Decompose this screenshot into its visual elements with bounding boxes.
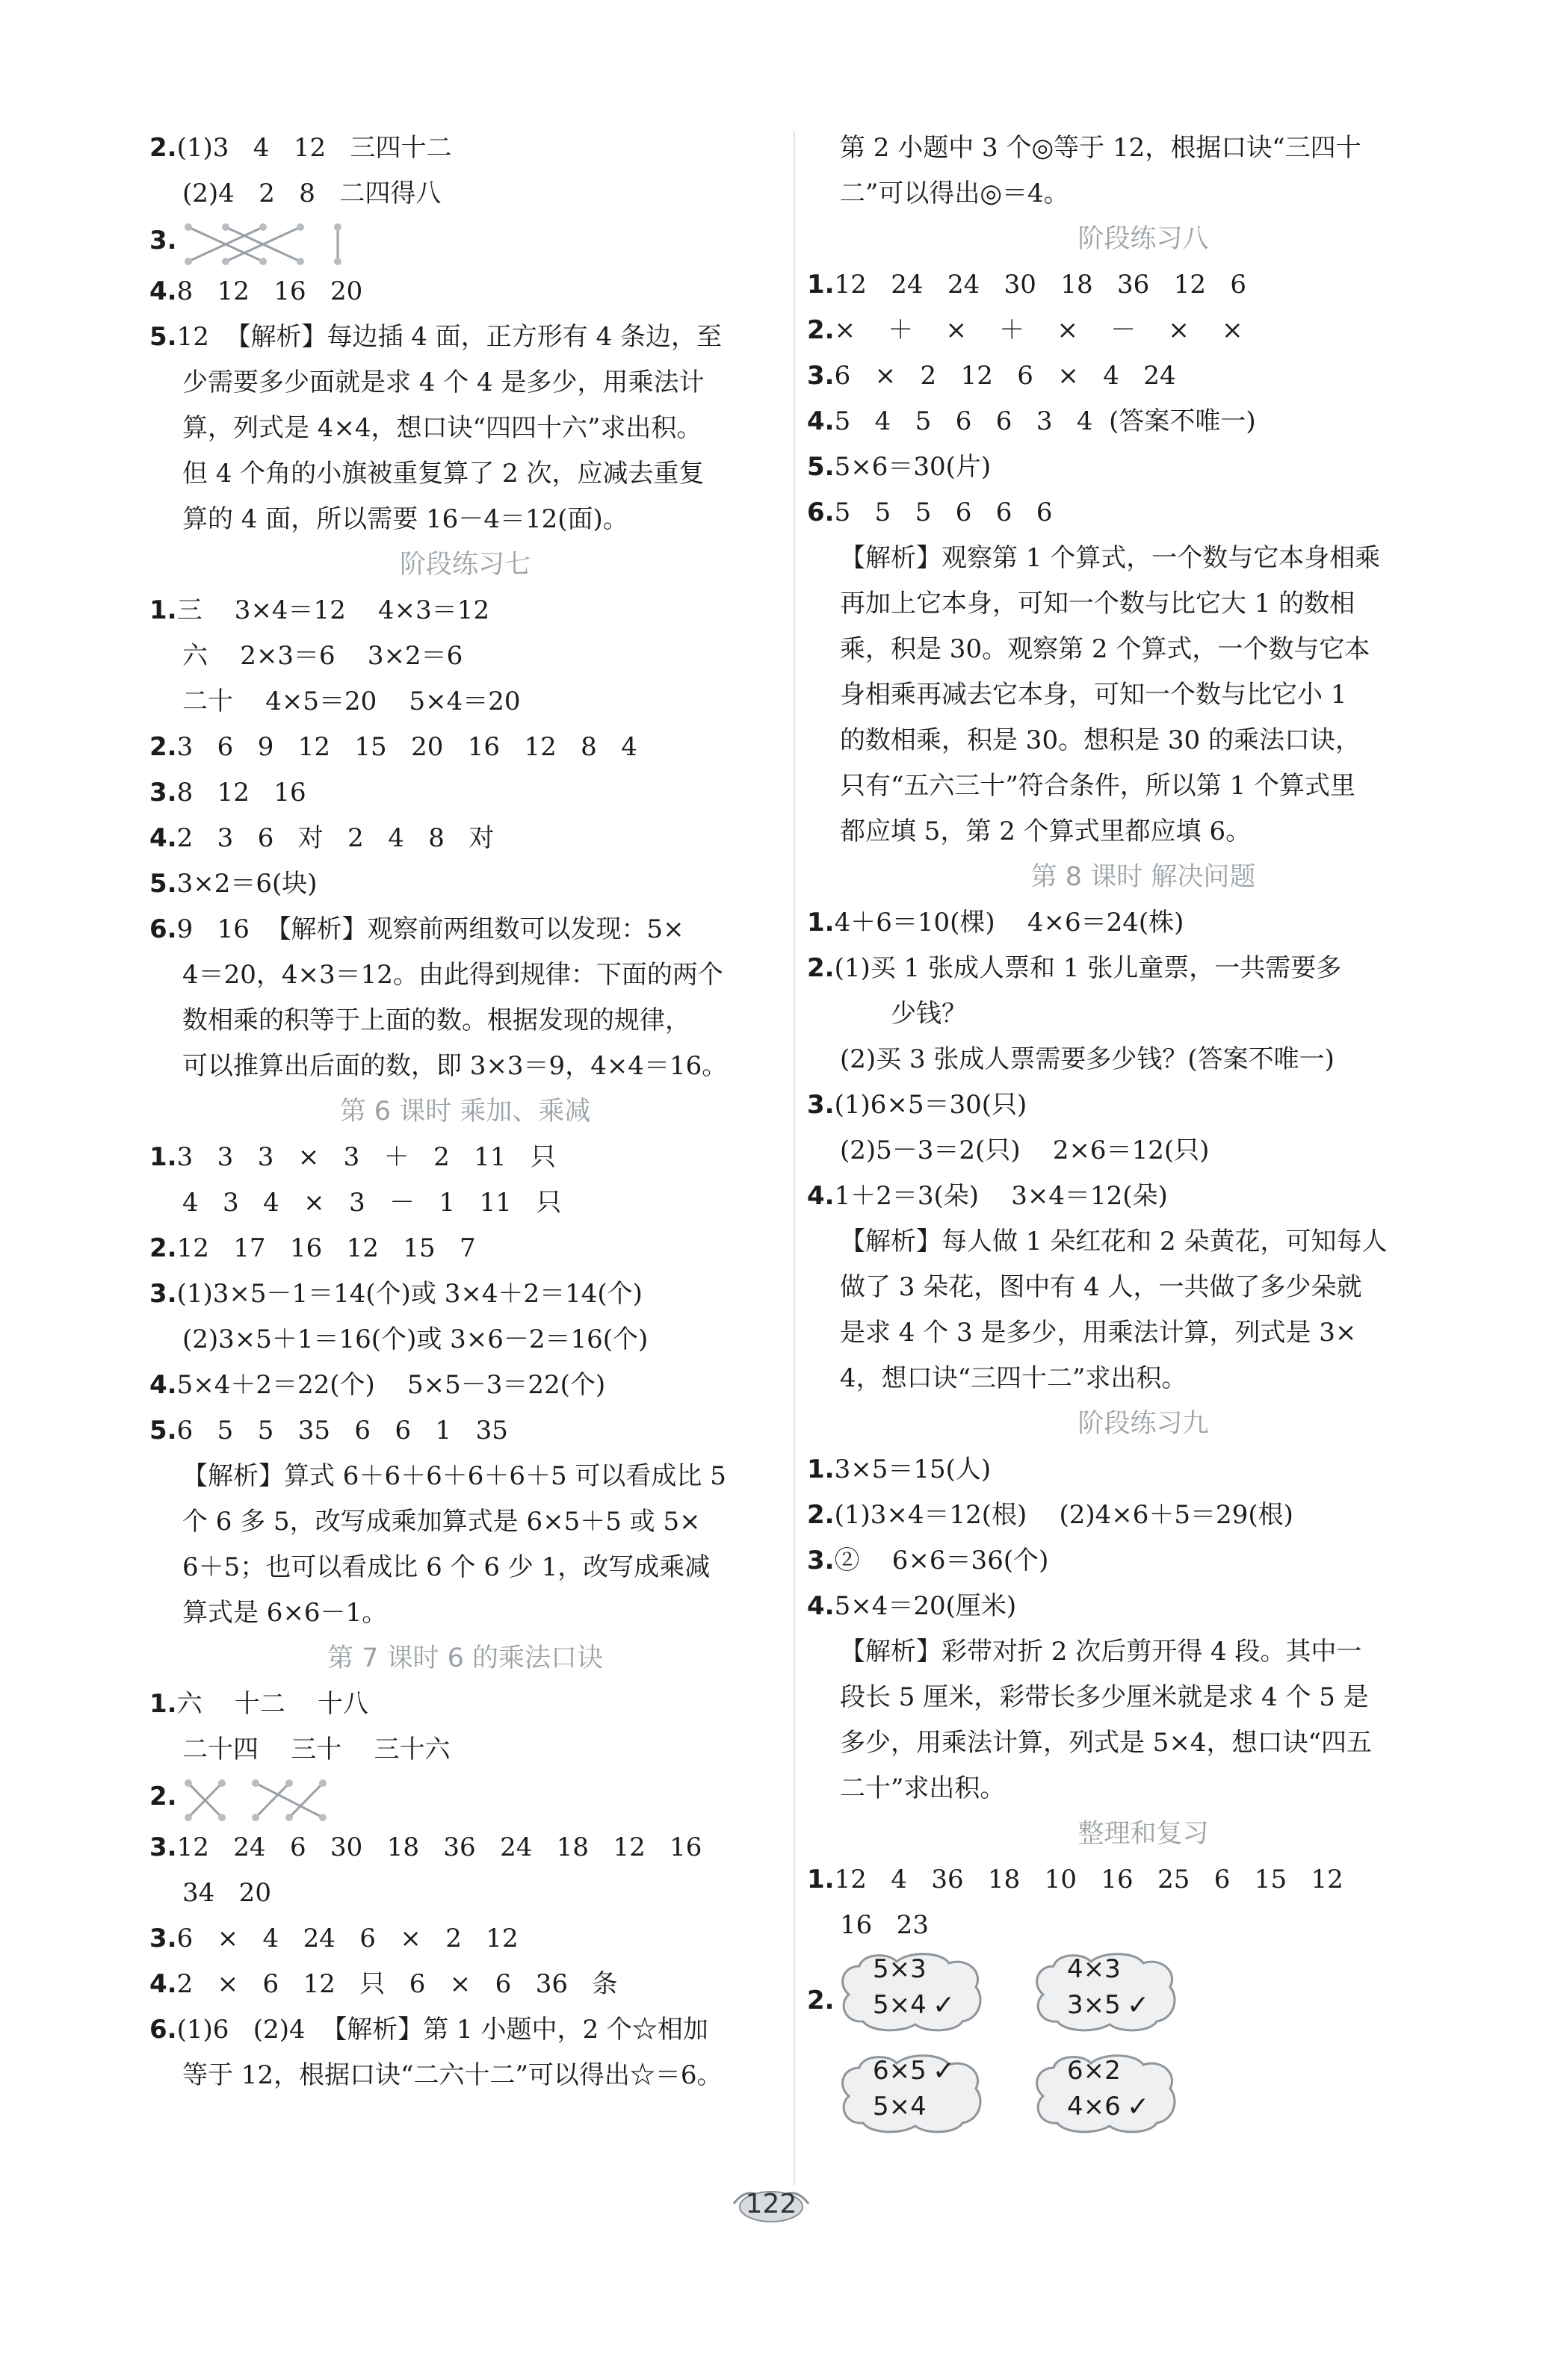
question-number: 3. [807, 361, 835, 391]
section-heading: 第 6 课时 乘加、乘减 [339, 1097, 591, 1127]
answer-text: ② 6×6＝36(个) [834, 1546, 1049, 1575]
answer-line [807, 1903, 1479, 1948]
answer-text: 5×4＋2＝22(个) 5×5－3＝22(个) [176, 1370, 606, 1400]
answer-text: 只有“五六三十”符合条件，所以第 1 个算式里 [840, 771, 1356, 801]
cloud-expression-bottom: 4×6 [1067, 2092, 1121, 2122]
matching-figure [149, 1773, 781, 1825]
left-column [149, 125, 781, 2098]
answer-line [149, 1454, 781, 1499]
check-mark-icon: ✓ [1127, 2092, 1150, 2122]
check-mark-icon: ✓ [933, 1990, 956, 2021]
answer-line [149, 1545, 781, 1590]
answer-text: 六 2×3＝6 3×2＝6 [182, 641, 463, 671]
question-number: 3. [149, 226, 177, 255]
answer-line [807, 262, 1479, 308]
answer-text: 都应填 5，第 2 个算式里都应填 6。 [840, 816, 1252, 846]
answer-text: 12 4 36 18 10 16 25 6 15 12 [834, 1865, 1343, 1894]
answer-text: (1)6 (2)4 【解析】第 1 小题中，2 个☆相加 [176, 2015, 708, 2045]
answer-text: (1)3×4＝12(根) (2)4×6＋5＝29(根) [834, 1500, 1293, 1530]
answer-line [149, 1727, 781, 1773]
section-heading: 阶段练习七 [399, 550, 531, 580]
answer-line [149, 1682, 781, 1727]
column-divider [794, 131, 795, 2185]
answer-text: 个 6 多 5，改写成乘加算式是 6×5＋5 或 5× [182, 1507, 701, 1537]
answer-text: 是求 4 个 3 是多少，用乘法计算，列式是 3× [840, 1318, 1357, 1348]
answer-line [149, 1317, 781, 1363]
answer-text: 数相乘的积等于上面的数。根据发现的规律， [182, 1005, 690, 1035]
question-number: 4. [149, 1370, 177, 1400]
answer-line [807, 718, 1479, 763]
matching-dot [185, 1814, 192, 1821]
answer-line [807, 809, 1479, 855]
question-number: 1. [149, 595, 177, 625]
answer-line [807, 490, 1479, 536]
answer-text: 二十”求出积。 [840, 1773, 1006, 1803]
answer-line [149, 1044, 781, 1089]
matching-dot [334, 258, 341, 265]
answer-text: 3×2＝6(块) [176, 869, 318, 899]
answer-line [807, 1538, 1479, 1584]
answer-line [149, 1408, 781, 1454]
section-heading: 第 7 课时 6 的乘法口诀 [327, 1643, 604, 1673]
answer-line [807, 1584, 1479, 1629]
answer-text: 2 3 6 对 2 4 8 对 [176, 823, 495, 853]
answer-text: 4，想口诀“三四十二”求出积。 [840, 1363, 1187, 1393]
answer-line [807, 1356, 1479, 1401]
matching-line [256, 1783, 323, 1817]
matching-dot [222, 223, 229, 231]
answer-line [149, 497, 781, 542]
answer-text: 少需要多少面就是求 4 个 4 是多少，用乘法计 [182, 368, 705, 397]
answer-line [149, 907, 781, 952]
answer-text: 9 16 【解析】观察前两组数可以发现：5× [176, 914, 684, 944]
question-number: 3. [807, 1090, 835, 1120]
matching-line [289, 1783, 323, 1817]
answer-text: 算的 4 面，所以需要 16－4＝12(面)。 [182, 504, 628, 534]
answer-line [149, 679, 781, 725]
answer-text: 三 3×4＝12 4×3＝12 [176, 595, 490, 625]
answer-text: 再加上它本身，可知一个数与比它大 1 的数相 [840, 589, 1355, 619]
answer-line [807, 1310, 1479, 1356]
question-number: 2. [149, 1233, 177, 1263]
page-number: 122 [745, 2189, 797, 2219]
question-number: 2. [149, 1782, 177, 1812]
answer-text: 二”可以得出◎＝4。 [840, 179, 1069, 208]
cloud-expression-bottom: 3×5 [1067, 1990, 1121, 2020]
question-number: 4. [807, 1591, 835, 1621]
answer-line [149, 998, 781, 1044]
page-number-badge [704, 2181, 838, 2226]
answer-line [807, 308, 1479, 353]
question-number: 4. [149, 823, 177, 853]
answer-line [149, 451, 781, 497]
answer-line [807, 946, 1479, 991]
answer-line [149, 171, 781, 217]
answer-text: 6 5 5 35 6 6 1 35 [176, 1416, 508, 1445]
question-number: 3. [149, 1832, 177, 1862]
answer-line [149, 360, 781, 406]
answer-line [807, 1174, 1479, 1219]
matching-dot [319, 1814, 327, 1821]
answer-line [149, 1271, 781, 1317]
answer-text: 1＋2＝3(朵) 3×4＝12(朵) [834, 1181, 1168, 1211]
question-number: 3. [149, 778, 177, 808]
answer-text: (2)5－3＝2(只) 2×6＝12(只) [840, 1135, 1210, 1165]
answer-line [807, 1493, 1479, 1538]
answer-line [807, 1082, 1479, 1128]
question-number: 5. [149, 869, 177, 899]
answer-text: 6 × 4 24 6 × 2 12 [176, 1924, 519, 1953]
answer-text: (2)买 3 张成人票需要多少钱？(答案不唯一) [840, 1044, 1335, 1074]
answer-line [149, 1499, 781, 1545]
matching-dot [185, 1779, 192, 1787]
answer-text: 但 4 个角的小旗被重复算了 2 次，应减去重复 [182, 459, 705, 489]
answer-text: 多少，用乘法计算，列式是 5×4，想口诀“四五 [840, 1728, 1372, 1758]
answer-line [807, 1037, 1479, 1082]
answer-line [807, 581, 1479, 627]
question-number: 2. [807, 1986, 835, 2015]
answer-text: 4＝20，4×3＝12。由此得到规律：下面的两个 [182, 960, 723, 990]
answer-line [149, 2007, 781, 2053]
answer-line [807, 1629, 1479, 1675]
answer-line [149, 1825, 781, 1871]
answer-text: 2 × 6 12 只 6 × 6 36 条 [176, 1969, 618, 1999]
answer-text: 【解析】算式 6＋6＋6＋6＋6＋5 可以看成比 5 [182, 1461, 726, 1491]
matching-dot [218, 1814, 226, 1821]
answer-text: 少钱？ [891, 999, 967, 1029]
answer-line [807, 1128, 1479, 1174]
question-number: 5. [149, 1416, 177, 1445]
answer-text: 12 24 24 30 18 36 12 6 [834, 270, 1247, 300]
question-number: 2. [807, 1500, 835, 1530]
matching-dot [297, 258, 304, 265]
question-number: 4. [807, 406, 835, 436]
answer-text: 乘，积是 30。观察第 2 个算式，一个数与它本 [840, 634, 1370, 664]
answer-line [807, 1766, 1479, 1812]
cloud-pair [1031, 2053, 1181, 2135]
matching-dot [285, 1814, 293, 1821]
cloud-expression-top: 6×5 [873, 2056, 927, 2086]
answer-line [807, 1675, 1479, 1720]
answer-text: 5×6＝30(片) [834, 452, 992, 482]
answer-line [807, 353, 1479, 399]
answer-text: 3×5＝15(人) [834, 1454, 992, 1484]
answer-text: 3 3 3 × 3 ＋ 2 11 只 [176, 1142, 556, 1172]
answer-text: 等于 12，根据口诀“二六十二”可以得出☆＝6。 [182, 2060, 723, 2090]
answer-text: 5×4＝20(厘米) [834, 1591, 1017, 1621]
answer-text: 4 3 4 × 3 － 1 11 只 [182, 1188, 562, 1218]
question-number: 2. [149, 732, 177, 762]
answer-text: 做了 3 朵花，图中有 4 人，一共做了多少朵就 [840, 1272, 1362, 1302]
matching-dot [319, 1779, 327, 1787]
answer-text: × ＋ × ＋ × － × × [834, 315, 1243, 345]
question-number: 1. [807, 1865, 835, 1894]
answer-text: 16 23 [840, 1910, 929, 1940]
answer-line [149, 314, 781, 360]
right-column [807, 125, 1479, 2150]
question-number: 1. [807, 270, 835, 300]
question-number: 6. [149, 914, 177, 944]
answer-text: (2)4 2 8 二四得八 [182, 179, 442, 208]
answer-line [807, 444, 1479, 490]
question-number: 2. [807, 315, 835, 345]
question-number: 3. [149, 1924, 177, 1953]
answer-line [807, 1857, 1479, 1903]
answer-line [807, 1720, 1479, 1766]
answer-text: 12 【解析】每边插 4 面，正方形有 4 条边，至 [176, 322, 722, 352]
cloud-expression-top: 4×3 [1067, 1954, 1121, 1984]
section-heading: 第 8 课时 解决问题 [1030, 862, 1256, 892]
answer-line [807, 627, 1479, 672]
section-heading: 整理和复习 [1077, 1819, 1209, 1849]
answer-text: 6 × 2 12 6 × 4 24 [834, 361, 1176, 391]
cloud-expression-top: 6×2 [1067, 2056, 1121, 2086]
answer-text: 可以推算出后面的数，即 3×3＝9，4×4＝16。 [182, 1051, 728, 1081]
answer-line [807, 125, 1479, 171]
matching-lines-figure [181, 220, 375, 269]
cloud-expression-top: 5×3 [873, 1954, 927, 1984]
question-number: 2. [807, 953, 835, 983]
matching-dot [252, 1814, 259, 1821]
answer-text: 5 5 5 6 6 6 [834, 498, 1053, 527]
answer-line [149, 269, 781, 314]
answer-line [149, 1226, 781, 1271]
answer-line [807, 900, 1479, 946]
question-number: 6. [149, 2015, 177, 2045]
answer-line [807, 1265, 1479, 1310]
answer-line [807, 991, 1479, 1037]
matching-dot [334, 223, 341, 231]
answer-text: 二十 4×5＝20 5×4＝20 [182, 687, 521, 716]
matching-dot [259, 223, 267, 231]
matching-line [256, 1783, 289, 1817]
answer-line [807, 1447, 1479, 1493]
cloud-pair [1031, 1951, 1181, 2033]
answer-line [807, 763, 1479, 809]
cloud-expression-bottom: 5×4 [873, 2092, 927, 2122]
question-number: 5. [807, 452, 835, 482]
answer-text: 6＋5；也可以看成比 6 个 6 少 1，改写成乘减 [182, 1552, 711, 1582]
matching-lines-figure [181, 1776, 375, 1825]
question-number: 1. [149, 1142, 177, 1172]
answer-line [149, 1871, 781, 1916]
matching-dot [252, 1779, 259, 1787]
answer-line [149, 725, 781, 770]
answer-text: 【解析】观察第 1 个算式，一个数与它本身相乘 [840, 543, 1381, 573]
answer-text: 【解析】彩带对折 2 次后剪开得 4 段。其中一 [840, 1637, 1362, 1667]
answer-line [149, 1590, 781, 1636]
answer-line [149, 588, 781, 633]
section-heading: 阶段练习八 [1077, 224, 1209, 254]
matching-dot [218, 1779, 226, 1787]
answer-text: 12 24 6 30 18 36 24 18 12 16 [176, 1832, 702, 1862]
answer-text: 二十四 三十 三十六 [182, 1735, 451, 1764]
answer-text: 8 12 16 [176, 778, 306, 808]
answer-text: 第 2 小题中 3 个◎等于 12，根据口诀“三四十 [840, 133, 1361, 163]
answer-text: 34 20 [182, 1878, 271, 1908]
answer-text: 身相乘再减去它本身，可知一个数与比它小 1 [840, 680, 1347, 710]
answer-text: 算，列式是 4×4，想口诀“四四十六”求出积。 [182, 413, 702, 443]
answer-line [149, 1135, 781, 1180]
check-mark-icon: ✓ [1127, 1990, 1150, 2021]
cloud-expression-bottom: 5×4 [873, 1990, 927, 2020]
question-number: 3. [149, 1279, 177, 1309]
answer-line [149, 1180, 781, 1226]
answer-line [149, 1916, 781, 1962]
answer-line [149, 816, 781, 861]
answer-text: 12 17 16 12 15 7 [176, 1233, 476, 1263]
answer-line [149, 952, 781, 998]
answer-line [807, 536, 1479, 581]
question-number: 4. [149, 1969, 177, 1999]
answer-text: 的数相乘，积是 30。想积是 30 的乘法口诀， [840, 725, 1361, 755]
answer-line [149, 633, 781, 679]
answer-text: 段长 5 厘米，彩带长多少厘米就是求 4 个 5 是 [840, 1682, 1369, 1712]
answer-line [149, 1962, 781, 2007]
matching-dot [185, 223, 192, 231]
matching-dot [297, 223, 304, 231]
answer-line [149, 406, 781, 451]
question-number: 2. [149, 133, 177, 163]
answer-line [149, 2053, 781, 2098]
answer-text: (1)3×5－1＝14(个)或 3×4＋2＝14(个) [176, 1279, 643, 1309]
answer-line [149, 125, 781, 171]
answer-text: 8 12 16 20 [176, 276, 363, 306]
question-number: 4. [149, 276, 177, 306]
question-number: 6. [807, 498, 835, 527]
matching-dot [222, 258, 229, 265]
answer-line [807, 1219, 1479, 1265]
answer-text: 【解析】每人做 1 朵红花和 2 朵黄花，可知每人 [840, 1227, 1388, 1256]
answer-line [149, 861, 781, 907]
question-number: 1. [807, 908, 835, 938]
cloud-compare-figure [807, 1948, 1479, 2150]
section-heading: 阶段练习九 [1077, 1409, 1209, 1439]
question-number: 3. [807, 1546, 835, 1575]
check-mark-icon: ✓ [933, 2056, 956, 2086]
matching-dot [259, 258, 267, 265]
answer-text: (1)6×5＝30(只) [834, 1090, 1027, 1120]
answer-line [149, 1363, 781, 1408]
matching-dot [285, 1779, 293, 1787]
matching-figure [149, 217, 781, 269]
cloud-pair [837, 1951, 986, 2033]
answer-text: 5 4 5 6 6 3 4 (答案不唯一) [834, 406, 1256, 436]
answer-line [149, 770, 781, 816]
answer-line [807, 171, 1479, 217]
answer-text: (1)3 4 12 三四十二 [176, 133, 452, 163]
answer-text: 算式是 6×6－1。 [182, 1598, 388, 1628]
question-number: 5. [149, 322, 177, 352]
answer-line [807, 399, 1479, 444]
question-number: 1. [807, 1454, 835, 1484]
answer-text: 3 6 9 12 15 20 16 12 8 4 [176, 732, 637, 762]
answer-text: 4＋6＝10(棵) 4×6＝24(株) [834, 908, 1184, 938]
answer-text: (1)买 1 张成人票和 1 张儿童票，一共需要多 [834, 953, 1342, 983]
answer-text: 六 十二 十八 [176, 1689, 369, 1719]
answer-line [807, 672, 1479, 718]
question-number: 4. [807, 1181, 835, 1211]
answer-text: (2)3×5＋1＝16(个)或 3×6－2＝16(个) [182, 1324, 649, 1354]
question-number: 1. [149, 1689, 177, 1719]
cloud-pair [837, 2053, 986, 2135]
matching-dot [185, 258, 192, 265]
